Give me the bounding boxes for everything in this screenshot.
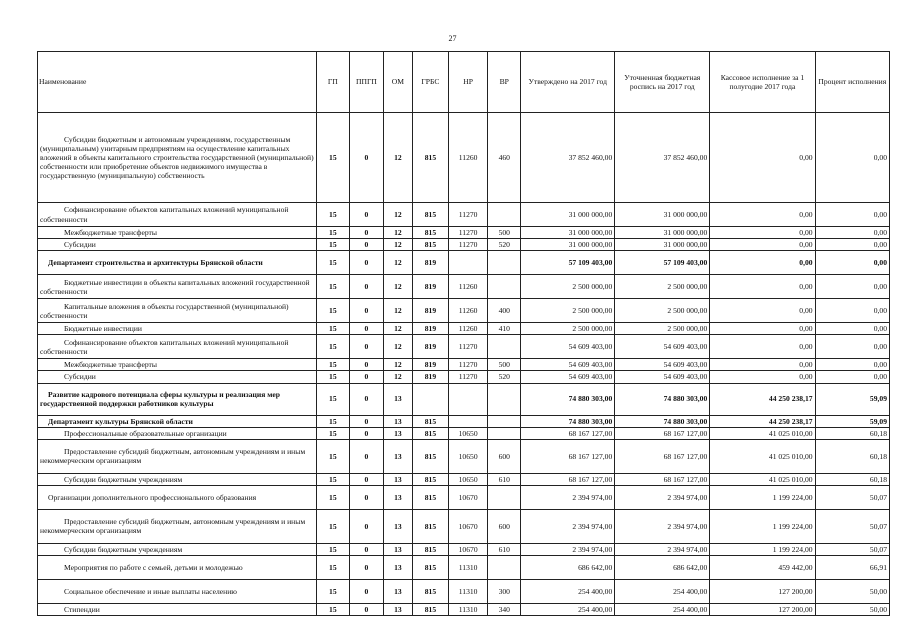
cell-percent: 0,00 (815, 203, 889, 227)
cell-approved: 68 167 127,00 (521, 473, 615, 485)
cell-grbs: 815 (412, 427, 448, 439)
cell-cash: 0,00 (710, 113, 815, 203)
table-row (38, 603, 890, 615)
cell-om: 12 (383, 227, 412, 239)
cell-vr (488, 203, 521, 227)
cell-ppgp: 0 (349, 509, 383, 543)
table-row (38, 239, 890, 251)
cell-cash: 41 025 010,00 (710, 427, 815, 439)
cell-refined: 686 642,00 (615, 555, 710, 579)
cell-om: 13 (383, 579, 412, 603)
cell-grbs: 815 (412, 439, 448, 473)
cell-approved: 2 500 000,00 (521, 323, 615, 335)
cell-cash: 41 025 010,00 (710, 439, 815, 473)
cell-name: Стипендии (38, 603, 317, 615)
cell-gp: 15 (316, 251, 349, 275)
cell-cash: 44 250 238,17 (710, 383, 815, 415)
table-row (38, 555, 890, 579)
cell-refined: 2 500 000,00 (615, 275, 710, 299)
cell-refined: 54 609 403,00 (615, 359, 710, 371)
table-row (38, 543, 890, 555)
cell-cash: 0,00 (710, 239, 815, 251)
table-row (38, 323, 890, 335)
cell-refined: 54 609 403,00 (615, 371, 710, 383)
cell-percent: 59,09 (815, 415, 889, 427)
cell-cash: 0,00 (710, 227, 815, 239)
cell-approved: 54 609 403,00 (521, 359, 615, 371)
cell-nr: 11270 (449, 335, 488, 359)
cell-grbs: 819 (412, 359, 448, 371)
cell-vr: 400 (488, 299, 521, 323)
table-row (38, 509, 890, 543)
cell-name: Предоставление субсидий бюджетным, автономным учреждениям и иным некоммерческим организациям (38, 439, 317, 473)
table-row (38, 485, 890, 509)
cell-grbs: 819 (412, 299, 448, 323)
cell-percent: 0,00 (815, 275, 889, 299)
cell-percent: 0,00 (815, 251, 889, 275)
cell-name: Бюджетные инвестиции (38, 323, 317, 335)
table-row (38, 299, 890, 323)
cell-refined: 57 109 403,00 (615, 251, 710, 275)
cell-percent: 50,00 (815, 603, 889, 615)
cell-grbs: 819 (412, 323, 448, 335)
cell-approved: 2 394 974,00 (521, 509, 615, 543)
cell-approved: 2 394 974,00 (521, 485, 615, 509)
cell-percent: 0,00 (815, 323, 889, 335)
cell-percent: 0,00 (815, 239, 889, 251)
col-header-ppgp: ППГП (349, 52, 383, 113)
cell-grbs: 815 (412, 415, 448, 427)
cell-name: Межбюджетные трансферты (38, 359, 317, 371)
col-header-refined: Уточненная бюджетная роспись на 2017 год (615, 52, 710, 113)
cell-om: 12 (383, 113, 412, 203)
cell-nr: 11270 (449, 203, 488, 227)
cell-om: 12 (383, 299, 412, 323)
cell-nr (449, 415, 488, 427)
cell-vr: 600 (488, 439, 521, 473)
cell-gp: 15 (316, 371, 349, 383)
cell-approved: 68 167 127,00 (521, 427, 615, 439)
cell-vr (488, 383, 521, 415)
cell-gp: 15 (316, 323, 349, 335)
cell-cash: 0,00 (710, 299, 815, 323)
cell-name: Субсидии бюджетным учреждениям (38, 543, 317, 555)
cell-approved: 68 167 127,00 (521, 439, 615, 473)
cell-refined: 74 880 303,00 (615, 383, 710, 415)
cell-cash: 0,00 (710, 359, 815, 371)
cell-grbs: 815 (412, 239, 448, 251)
table-row (38, 251, 890, 275)
cell-percent: 50,00 (815, 579, 889, 603)
cell-percent: 66,91 (815, 555, 889, 579)
cell-nr: 10650 (449, 473, 488, 485)
cell-name: Мероприятия по работе с семьей, детьми и молодежью (38, 555, 317, 579)
cell-name: Профессиональные образовательные организации (38, 427, 317, 439)
cell-name: Бюджетные инвестиции в объекты капитальных вложений государственной собственности (38, 275, 317, 299)
cell-nr: 11260 (449, 299, 488, 323)
cell-name: Капитальные вложения в объекты государственной (муниципальной) собственности (38, 299, 317, 323)
cell-ppgp: 0 (349, 555, 383, 579)
cell-om: 12 (383, 239, 412, 251)
cell-approved: 37 852 460,00 (521, 113, 615, 203)
cell-nr: 11260 (449, 275, 488, 299)
page-number: 27 (448, 34, 457, 43)
cell-vr: 300 (488, 579, 521, 603)
cell-approved: 2 500 000,00 (521, 275, 615, 299)
cell-grbs: 819 (412, 275, 448, 299)
cell-gp: 15 (316, 383, 349, 415)
cell-name: Субсидии (38, 239, 317, 251)
cell-om: 13 (383, 509, 412, 543)
cell-om: 12 (383, 275, 412, 299)
cell-cash: 0,00 (710, 275, 815, 299)
cell-gp: 15 (316, 509, 349, 543)
cell-ppgp: 0 (349, 439, 383, 473)
table-row (38, 473, 890, 485)
cell-om: 13 (383, 603, 412, 615)
cell-grbs (412, 383, 448, 415)
cell-nr: 11260 (449, 113, 488, 203)
cell-vr: 600 (488, 509, 521, 543)
cell-ppgp: 0 (349, 323, 383, 335)
table-row (38, 227, 890, 239)
cell-refined: 74 880 303,00 (615, 415, 710, 427)
cell-ppgp: 0 (349, 485, 383, 509)
cell-approved: 74 880 303,00 (521, 383, 615, 415)
cell-refined: 2 394 974,00 (615, 543, 710, 555)
cell-vr: 460 (488, 113, 521, 203)
table-row (38, 383, 890, 415)
cell-cash: 0,00 (710, 371, 815, 383)
cell-name: Субсидии бюджетным учреждениям (38, 473, 317, 485)
cell-vr (488, 555, 521, 579)
cell-om: 13 (383, 543, 412, 555)
cell-gp: 15 (316, 427, 349, 439)
cell-nr: 11270 (449, 239, 488, 251)
cell-nr: 11310 (449, 603, 488, 615)
cell-gp: 15 (316, 473, 349, 485)
cell-gp: 15 (316, 239, 349, 251)
cell-gp: 15 (316, 113, 349, 203)
cell-refined: 68 167 127,00 (615, 439, 710, 473)
cell-vr (488, 485, 521, 509)
cell-grbs: 815 (412, 543, 448, 555)
table-row (38, 335, 890, 359)
cell-ppgp: 0 (349, 603, 383, 615)
cell-approved: 57 109 403,00 (521, 251, 615, 275)
cell-vr: 610 (488, 543, 521, 555)
cell-refined: 254 400,00 (615, 579, 710, 603)
cell-approved: 31 000 000,00 (521, 203, 615, 227)
cell-approved: 74 880 303,00 (521, 415, 615, 427)
cell-ppgp: 0 (349, 543, 383, 555)
col-header-approved: Утверждено на 2017 год (521, 52, 615, 113)
cell-vr: 340 (488, 603, 521, 615)
cell-vr (488, 335, 521, 359)
cell-percent: 0,00 (815, 113, 889, 203)
cell-ppgp: 0 (349, 359, 383, 371)
cell-vr: 500 (488, 359, 521, 371)
cell-ppgp: 0 (349, 473, 383, 485)
cell-name: Софинансирование объектов капитальных вложений муниципальной собственности (38, 335, 317, 359)
col-header-grbs: ГРБС (412, 52, 448, 113)
cell-gp: 15 (316, 579, 349, 603)
cell-refined: 68 167 127,00 (615, 427, 710, 439)
cell-om: 13 (383, 555, 412, 579)
cell-grbs: 815 (412, 485, 448, 509)
cell-om: 13 (383, 415, 412, 427)
cell-grbs: 815 (412, 473, 448, 485)
cell-refined: 2 394 974,00 (615, 485, 710, 509)
cell-cash: 127 200,00 (710, 579, 815, 603)
cell-cash: 1 199 224,00 (710, 509, 815, 543)
cell-vr: 500 (488, 227, 521, 239)
cell-approved: 254 400,00 (521, 579, 615, 603)
cell-gp: 15 (316, 415, 349, 427)
cell-ppgp: 0 (349, 239, 383, 251)
cell-gp: 15 (316, 603, 349, 615)
cell-om: 12 (383, 203, 412, 227)
cell-approved: 31 000 000,00 (521, 239, 615, 251)
cell-cash: 44 250 238,17 (710, 415, 815, 427)
cell-grbs: 815 (412, 509, 448, 543)
cell-cash: 1 199 224,00 (710, 485, 815, 509)
cell-nr: 10650 (449, 439, 488, 473)
cell-percent: 60,18 (815, 427, 889, 439)
cell-ppgp: 0 (349, 335, 383, 359)
table-row (38, 415, 890, 427)
cell-percent: 60,18 (815, 473, 889, 485)
cell-grbs: 815 (412, 603, 448, 615)
cell-cash: 0,00 (710, 251, 815, 275)
cell-om: 13 (383, 473, 412, 485)
cell-om: 12 (383, 335, 412, 359)
cell-cash: 127 200,00 (710, 603, 815, 615)
cell-percent: 0,00 (815, 335, 889, 359)
cell-percent: 60,18 (815, 439, 889, 473)
cell-ppgp: 0 (349, 427, 383, 439)
cell-percent: 0,00 (815, 359, 889, 371)
table-row (38, 113, 890, 203)
cell-approved: 2 500 000,00 (521, 299, 615, 323)
cell-percent: 0,00 (815, 227, 889, 239)
cell-refined: 37 852 460,00 (615, 113, 710, 203)
col-header-vr: ВР (488, 52, 521, 113)
cell-refined: 31 000 000,00 (615, 227, 710, 239)
cell-cash: 0,00 (710, 335, 815, 359)
cell-om: 12 (383, 371, 412, 383)
table-body (38, 113, 890, 616)
cell-percent: 0,00 (815, 299, 889, 323)
cell-vr (488, 427, 521, 439)
cell-grbs: 819 (412, 335, 448, 359)
cell-vr: 520 (488, 371, 521, 383)
cell-grbs: 815 (412, 579, 448, 603)
table-row (38, 275, 890, 299)
table-row (38, 427, 890, 439)
cell-cash: 0,00 (710, 203, 815, 227)
cell-name: Развитие кадрового потенциала сферы культуры и реализация мер государственной поддержки работников культуры (38, 383, 317, 415)
cell-grbs: 815 (412, 203, 448, 227)
cell-percent: 59,09 (815, 383, 889, 415)
cell-approved: 2 394 974,00 (521, 543, 615, 555)
cell-percent: 50,07 (815, 485, 889, 509)
col-header-nr: НР (449, 52, 488, 113)
cell-ppgp: 0 (349, 579, 383, 603)
cell-refined: 54 609 403,00 (615, 335, 710, 359)
cell-ppgp: 0 (349, 251, 383, 275)
cell-nr: 11260 (449, 323, 488, 335)
cell-refined: 31 000 000,00 (615, 239, 710, 251)
cell-grbs: 815 (412, 227, 448, 239)
cell-name: Межбюджетные трансферты (38, 227, 317, 239)
cell-gp: 15 (316, 359, 349, 371)
col-header-gp: ГП (316, 52, 349, 113)
cell-nr: 11270 (449, 359, 488, 371)
cell-ppgp: 0 (349, 299, 383, 323)
table-row (38, 203, 890, 227)
table-row (38, 439, 890, 473)
cell-approved: 31 000 000,00 (521, 227, 615, 239)
cell-name: Организации дополнительного профессионального образования (38, 485, 317, 509)
cell-refined: 2 500 000,00 (615, 323, 710, 335)
cell-cash: 41 025 010,00 (710, 473, 815, 485)
cell-gp: 15 (316, 299, 349, 323)
cell-om: 13 (383, 383, 412, 415)
col-header-cash: Кассовое исполнение за 1 полугодие 2017 года (710, 52, 815, 113)
cell-ppgp: 0 (349, 113, 383, 203)
col-header-om: ОМ (383, 52, 412, 113)
cell-ppgp: 0 (349, 203, 383, 227)
cell-gp: 15 (316, 543, 349, 555)
cell-name: Софинансирование объектов капитальных вложений муниципальной собственности (38, 203, 317, 227)
cell-refined: 2 394 974,00 (615, 509, 710, 543)
cell-ppgp: 0 (349, 415, 383, 427)
cell-gp: 15 (316, 485, 349, 509)
cell-nr: 10670 (449, 543, 488, 555)
cell-nr: 11310 (449, 555, 488, 579)
cell-vr: 410 (488, 323, 521, 335)
cell-name: Социальное обеспечение и иные выплаты населению (38, 579, 317, 603)
cell-cash: 459 442,00 (710, 555, 815, 579)
budget-table (37, 51, 890, 616)
cell-nr: 11270 (449, 227, 488, 239)
cell-gp: 15 (316, 335, 349, 359)
cell-name: Субсидии бюджетным и автономным учреждениям, государственным (муниципальным) унитарным предприятиям на осуществление капитальных вложений в объекты капитального строительства государственной (муниципальной) собственности или приобретение объектов недвижимого имущества в государственную (муниципальную) собственность (38, 113, 317, 203)
table-row (38, 579, 890, 603)
cell-cash: 1 199 224,00 (710, 543, 815, 555)
cell-gp: 15 (316, 275, 349, 299)
cell-vr (488, 275, 521, 299)
cell-gp: 15 (316, 227, 349, 239)
cell-nr (449, 383, 488, 415)
cell-nr: 10650 (449, 427, 488, 439)
cell-nr: 10670 (449, 485, 488, 509)
cell-refined: 31 000 000,00 (615, 203, 710, 227)
cell-grbs: 815 (412, 113, 448, 203)
cell-om: 13 (383, 439, 412, 473)
table-row (38, 371, 890, 383)
cell-gp: 15 (316, 439, 349, 473)
cell-cash: 0,00 (710, 323, 815, 335)
cell-refined: 2 500 000,00 (615, 299, 710, 323)
cell-refined: 254 400,00 (615, 603, 710, 615)
cell-om: 13 (383, 427, 412, 439)
col-header-name: Наименование (38, 52, 317, 113)
cell-approved: 54 609 403,00 (521, 335, 615, 359)
col-header-percent: Процент исполнения (815, 52, 889, 113)
cell-gp: 15 (316, 555, 349, 579)
cell-grbs: 815 (412, 555, 448, 579)
cell-nr (449, 251, 488, 275)
cell-name: Предоставление субсидий бюджетным, автономным учреждениям и иным некоммерческим организациям (38, 509, 317, 543)
cell-nr: 10670 (449, 509, 488, 543)
cell-om: 13 (383, 485, 412, 509)
cell-name: Департамент строительства и архитектуры Брянской области (38, 251, 317, 275)
table-row (38, 359, 890, 371)
cell-vr (488, 251, 521, 275)
cell-approved: 254 400,00 (521, 603, 615, 615)
cell-grbs: 819 (412, 251, 448, 275)
cell-om: 12 (383, 323, 412, 335)
cell-approved: 54 609 403,00 (521, 371, 615, 383)
cell-vr (488, 415, 521, 427)
cell-om: 12 (383, 359, 412, 371)
cell-percent: 50,07 (815, 509, 889, 543)
cell-approved: 686 642,00 (521, 555, 615, 579)
cell-refined: 68 167 127,00 (615, 473, 710, 485)
cell-ppgp: 0 (349, 371, 383, 383)
cell-name: Департамент культуры Брянской области (38, 415, 317, 427)
cell-nr: 11310 (449, 579, 488, 603)
cell-nr: 11270 (449, 371, 488, 383)
cell-percent: 50,07 (815, 543, 889, 555)
cell-om: 12 (383, 251, 412, 275)
cell-grbs: 819 (412, 371, 448, 383)
cell-percent: 0,00 (815, 371, 889, 383)
cell-gp: 15 (316, 203, 349, 227)
cell-vr: 610 (488, 473, 521, 485)
cell-ppgp: 0 (349, 275, 383, 299)
cell-vr: 520 (488, 239, 521, 251)
cell-ppgp: 0 (349, 383, 383, 415)
cell-name: Субсидии (38, 371, 317, 383)
cell-ppgp: 0 (349, 227, 383, 239)
table-header-row (38, 52, 890, 113)
